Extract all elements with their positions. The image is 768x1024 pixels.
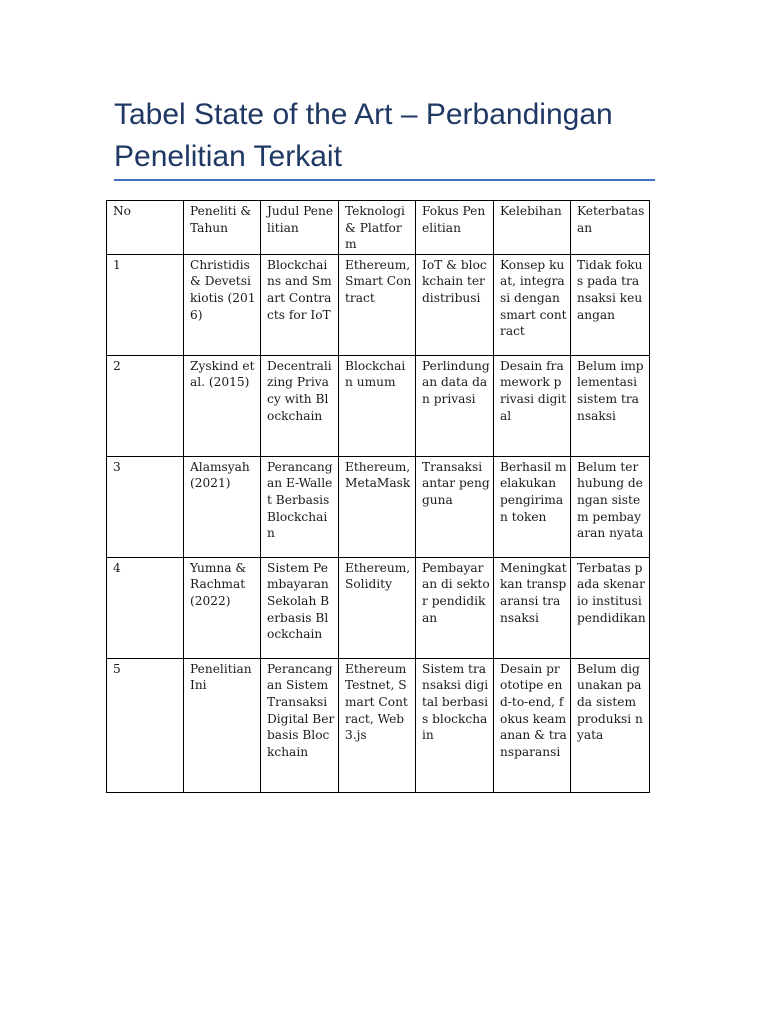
cell-limitations: Belum terhubung dengan sistem pembayaran nyata [571, 456, 650, 557]
table-row [107, 557, 650, 658]
cell-strengths: Berhasil melakukan pengiriman token [494, 456, 571, 557]
page-title: Tabel State of the Art – Perbandingan Penelitian Terkait [114, 98, 613, 173]
header-limitations: Keterbatasan [571, 201, 650, 255]
cell-title: Perancangan E-Wallet Berbasis Blockchain [261, 456, 339, 557]
cell-research-focus: Transaksi antar pengguna [416, 456, 494, 557]
cell-strengths: Desain prototipe end-to-end, fokus keamanan & transparansi [494, 658, 571, 792]
cell-strengths: Meningkatkan transparansi transaksi [494, 557, 571, 658]
header-researcher-year: Peneliti & Tahun [184, 201, 261, 255]
cell-limitations: Terbatas pada skenario institusi pendidikan [571, 557, 650, 658]
cell-no: 3 [107, 456, 184, 557]
cell-no: 5 [107, 658, 184, 792]
cell-limitations: Tidak fokus pada transaksi keuangan [571, 254, 650, 355]
table-row [107, 355, 650, 456]
cell-technology-platform: Ethereum Testnet, Smart Contract, Web3.js [339, 658, 416, 792]
cell-research-focus: IoT & blockchain terdistribusi [416, 254, 494, 355]
cell-technology-platform: Ethereum, Smart Contract [339, 254, 416, 355]
header-research-focus: Fokus Penelitian [416, 201, 494, 255]
cell-limitations: Belum digunakan pada sistem produksi nyata [571, 658, 650, 792]
cell-technology-platform: Blockchain umum [339, 355, 416, 456]
header-technology-platform: Teknologi & Platform [339, 201, 416, 255]
cell-research-focus: Pembayaran di sektor pendidikan [416, 557, 494, 658]
header-title: Judul Penelitian [261, 201, 339, 255]
cell-researcher-year: Penelitian Ini [184, 658, 261, 792]
cell-no: 1 [107, 254, 184, 355]
cell-title: Sistem Pembayaran Sekolah Berbasis Blockchain [261, 557, 339, 658]
table-row [107, 658, 650, 792]
cell-researcher-year: Zyskind et al. (2015) [184, 355, 261, 456]
cell-no: 4 [107, 557, 184, 658]
header-no: No [107, 201, 184, 255]
table-row [107, 456, 650, 557]
cell-title: Blockchains and Smart Contracts for IoT [261, 254, 339, 355]
cell-researcher-year: Yumna & Rachmat (2022) [184, 557, 261, 658]
comparison-table [106, 200, 650, 793]
header-strengths: Kelebihan [494, 201, 571, 255]
cell-title: Decentralizing Privacy with Blockchain [261, 355, 339, 456]
cell-researcher-year: Christidis & Devetsikiotis (2016) [184, 254, 261, 355]
cell-research-focus: Sistem transaksi digital berbasis blockchain [416, 658, 494, 792]
table-header-row [107, 201, 650, 255]
cell-limitations: Belum implementasi sistem transaksi [571, 355, 650, 456]
cell-title: Perancangan Sistem Transaksi Digital Berbasis Blockchain [261, 658, 339, 792]
cell-no: 2 [107, 355, 184, 456]
cell-strengths: Konsep kuat, integrasi dengan smart contract [494, 254, 571, 355]
cell-strengths: Desain framework privasi digital [494, 355, 571, 456]
cell-technology-platform: Ethereum, Solidity [339, 557, 416, 658]
cell-research-focus: Perlindungan data dan privasi [416, 355, 494, 456]
table-row [107, 254, 650, 355]
cell-researcher-year: Alamsyah (2021) [184, 456, 261, 557]
title-underline [114, 179, 655, 181]
cell-technology-platform: Ethereum, MetaMask [339, 456, 416, 557]
